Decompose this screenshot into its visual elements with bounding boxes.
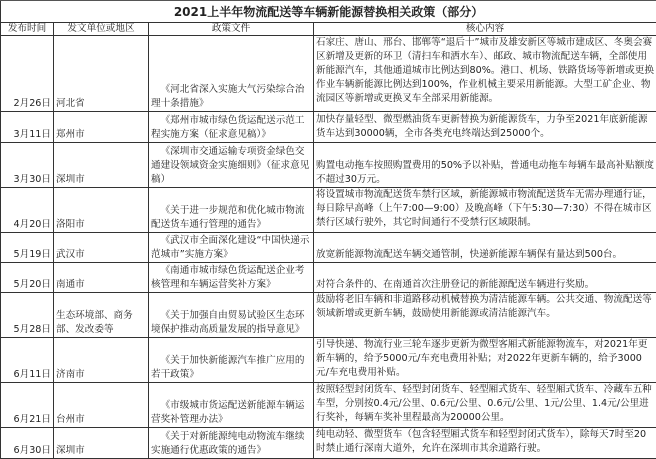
- cell-region: 生态环境部、商务部、发改委等: [54, 293, 149, 338]
- cell-core: 购置电动拖车按照购置费用的50%予以补贴，普通电动拖车每辆车最高补贴额度不超过30万元。: [314, 143, 656, 188]
- cell-document: 《深圳市交通运输专项资金绿色交通建设领域资金实施细则》（征求意见稿）: [149, 143, 314, 188]
- cell-region: 台州市: [54, 383, 149, 428]
- cell-region: 深圳市: [54, 428, 149, 459]
- table-row: [1, 383, 656, 428]
- table-row: [1, 36, 656, 112]
- cell-date: 6月11日: [1, 338, 54, 383]
- cell-core: 放宽新能源物流配送车辆交通管制，快递新能源车辆保有量达到500台。: [314, 233, 656, 263]
- table-row: [1, 112, 656, 143]
- cell-core: 引导快递、物流行业三轮车逐步更新为微型客厢式新能源物流车，对2021年更新车辆的，给予5000元/车充电费用补贴；对2022年更新车辆的，给予3000元/车充电费用补贴。: [314, 338, 656, 383]
- cell-region: 洛阳市: [54, 188, 149, 233]
- cell-region: 河北省: [54, 36, 149, 112]
- cell-document: 《关于加强自由贸易试验区生态环境保护推动高质量发展的指导意见》: [149, 293, 314, 338]
- table-row: [1, 143, 656, 188]
- cell-date: 3月30日: [1, 143, 54, 188]
- cell-core: 鼓励将老旧车辆和非道路移动机械替换为清洁能源车辆。公共交通、物流配送等领域新增或更新车辆，鼓励使用新能源或清洁能源汽车。: [314, 293, 656, 338]
- header-core: 核心内容: [314, 23, 656, 36]
- table-row: [1, 338, 656, 383]
- cell-region: 南通市: [54, 263, 149, 293]
- cell-region: 郑州市: [54, 112, 149, 143]
- title-row: [1, 1, 656, 23]
- table-row: [1, 188, 656, 233]
- cell-date: 2月26日: [1, 36, 54, 112]
- table-row: [1, 263, 656, 293]
- header-document: 政策文件: [149, 23, 314, 36]
- cell-document: 《武汉市全面深化建设“中国快递示范城市”实施方案》: [149, 233, 314, 263]
- header-row: [1, 23, 656, 36]
- cell-core: 石家庄、唐山、邢台、邯郸等“退后十”城市及雄安新区等城市建成区、冬奥会赛区新增及更新的环卫（清扫车和洒水车）、邮政、城市物流配送车辆，全部使用新能源汽车，其他通道城市比例达到80%。港口、机场、铁路货场等新增或更换作业车辆新能源比例达到100%，作业机械主要采用新能源。大型工矿企业、物流园区等新增或更换叉车全部采用新能源。: [314, 36, 656, 112]
- cell-date: 6月21日: [1, 383, 54, 428]
- header-date: 发布时间: [1, 23, 54, 36]
- cell-document: 《关于加快新能源汽车推广应用的若干政策》: [149, 338, 314, 383]
- cell-document: 《河北省深入实施大气污染综合治理十条措施》: [149, 36, 314, 112]
- cell-document: 《郑州市城市绿色货运配送示范工程实施方案（征求意见稿）》: [149, 112, 314, 143]
- cell-date: 4月20日: [1, 188, 54, 233]
- cell-date: 6月30日: [1, 428, 54, 459]
- cell-date: 5月28日: [1, 293, 54, 338]
- cell-core: 对符合条件的、在南通首次注册登记的新能源配送车辆进行奖励。: [314, 263, 656, 293]
- cell-core: 按照轻型封闭货车、轻型封闭货车、轻型厢式货车、轻型厢式货车、冷藏车五种车型，分别按0.4元/公里、0.6元/公里、0.6元/公里、1元/公里、1.4元/公里进行奖补，每辆车奖补里程最高为20000公里。: [314, 383, 656, 428]
- cell-date: 3月11日: [1, 112, 54, 143]
- table-row: [1, 293, 656, 338]
- cell-date: 5月19日: [1, 233, 54, 263]
- cell-region: 深圳市: [54, 143, 149, 188]
- cell-region: 济南市: [54, 338, 149, 383]
- table-row: [1, 233, 656, 263]
- cell-region: 武汉市: [54, 233, 149, 263]
- cell-document: 《关于进一步规范和优化城市物流配送货车通行管理的通告》: [149, 188, 314, 233]
- cell-document: 《南通市城市绿色货运配送企业考核管理和车辆运营奖补方案》: [149, 263, 314, 293]
- cell-core: 纯电动轻、微型货车（包含轻型厢式货车和轻型封闭式货车），除每天7时至20时禁止通行深南大道外，允许在深圳市其余道路行驶。: [314, 428, 656, 459]
- cell-date: 5月20日: [1, 263, 54, 293]
- cell-document: 《关于对新能源纯电动物流车继续实施通行优惠政策的通告》: [149, 428, 314, 459]
- cell-document: 《市级城市货运配送新能源车辆运营奖补管理办法》: [149, 383, 314, 428]
- table-row: [1, 428, 656, 459]
- header-region: 发文单位或地区: [54, 23, 149, 36]
- cell-core: 加快存量轻型、微型燃油货车更新替换为新能源货车，力争至2021年底新能源货车达到30000辆，全市各类充电终端达到25000个。: [314, 112, 656, 143]
- cell-core: 将设置城市物流配送货车禁行区域，新能源城市物流配送货车无需办理通行证，每日除早高峰（上午7:00—9:00）及晚高峰（下午5:30—7:30）不得在城市区禁行区域行驶外，其它时间通行不受禁行区域限制。: [314, 188, 656, 233]
- table-title: 2021上半年物流配送等车辆新能源替换相关政策（部分）: [1, 1, 656, 23]
